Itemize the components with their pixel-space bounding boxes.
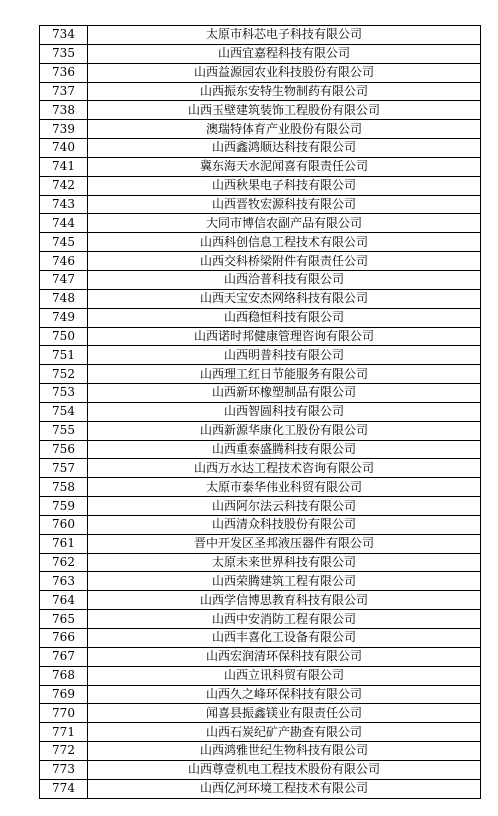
table-row	[40, 384, 481, 403]
company-name-cell: 山西新环橡塑制品有限公司	[88, 384, 481, 403]
row-number-cell: 737	[40, 82, 88, 101]
row-number-cell: 761	[40, 534, 88, 553]
company-name-cell: 山西鸿雅世纪生物科技有限公司	[88, 742, 481, 761]
company-name-cell: 山西新源华康化工股份有限公司	[88, 421, 481, 440]
table-row	[40, 157, 481, 176]
table-row	[40, 101, 481, 120]
company-name-cell: 闻喜县振鑫镁业有限责任公司	[88, 704, 481, 723]
row-number-cell: 758	[40, 478, 88, 497]
table-row	[40, 497, 481, 516]
table-row	[40, 214, 481, 233]
row-number-cell: 762	[40, 553, 88, 572]
row-number-cell: 748	[40, 289, 88, 308]
table-row	[40, 629, 481, 648]
row-number-cell: 743	[40, 195, 88, 214]
table-row	[40, 478, 481, 497]
row-number-cell: 736	[40, 63, 88, 82]
company-name-cell: 山西诺时邦健康管理咨询有限公司	[88, 327, 481, 346]
company-name-cell: 太原未来世界科技有限公司	[88, 553, 481, 572]
table-row	[40, 685, 481, 704]
row-number-cell: 744	[40, 214, 88, 233]
row-number-cell: 763	[40, 572, 88, 591]
row-number-cell: 739	[40, 120, 88, 139]
row-number-cell: 769	[40, 685, 88, 704]
company-name-cell: 山西丰喜化工设备有限公司	[88, 629, 481, 648]
table-body	[40, 26, 481, 799]
company-name-cell: 山西阿尔法云科技有限公司	[88, 497, 481, 516]
row-number-cell: 770	[40, 704, 88, 723]
row-number-cell: 773	[40, 760, 88, 779]
row-number-cell: 753	[40, 384, 88, 403]
table-row	[40, 402, 481, 421]
row-number-cell: 751	[40, 346, 88, 365]
company-name-cell: 太原市泰华伟业科贸有限公司	[88, 478, 481, 497]
table-row	[40, 760, 481, 779]
table-row	[40, 591, 481, 610]
company-name-cell: 冀东海天水泥闻喜有限责任公司	[88, 157, 481, 176]
row-number-cell: 767	[40, 647, 88, 666]
table-row	[40, 704, 481, 723]
table-row	[40, 63, 481, 82]
table-row	[40, 44, 481, 63]
company-name-cell: 山西交科桥梁附件有限责任公司	[88, 252, 481, 271]
company-name-cell: 山西振东安特生物制药有限公司	[88, 82, 481, 101]
row-number-cell: 765	[40, 610, 88, 629]
company-name-cell: 山西玉壁建筑装饰工程股份有限公司	[88, 101, 481, 120]
table-row	[40, 723, 481, 742]
company-name-cell: 山西立讯科贸有限公司	[88, 666, 481, 685]
table-row	[40, 610, 481, 629]
row-number-cell: 750	[40, 327, 88, 346]
company-name-cell: 澳瑞特体育产业股份有限公司	[88, 120, 481, 139]
table-row	[40, 252, 481, 271]
table-row	[40, 534, 481, 553]
row-number-cell: 734	[40, 26, 88, 45]
table-row	[40, 233, 481, 252]
company-name-cell: 山西明普科技有限公司	[88, 346, 481, 365]
table-row	[40, 120, 481, 139]
row-number-cell: 766	[40, 629, 88, 648]
table-row	[40, 572, 481, 591]
row-number-cell: 742	[40, 176, 88, 195]
company-name-cell: 山西理工红日节能服务有限公司	[88, 365, 481, 384]
row-number-cell: 756	[40, 440, 88, 459]
company-name-cell: 山西久之峰环保科技有限公司	[88, 685, 481, 704]
company-name-cell: 山西清众科技股份有限公司	[88, 515, 481, 534]
table-row	[40, 459, 481, 478]
company-name-cell: 山西石炭纪矿产勘查有限公司	[88, 723, 481, 742]
row-number-cell: 735	[40, 44, 88, 63]
row-number-cell: 757	[40, 459, 88, 478]
company-name-cell: 山西荣腾建筑工程有限公司	[88, 572, 481, 591]
row-number-cell: 738	[40, 101, 88, 120]
company-name-cell: 山西万水达工程技术咨询有限公司	[88, 459, 481, 478]
table-row	[40, 195, 481, 214]
company-name-cell: 山西宜嘉程科技有限公司	[88, 44, 481, 63]
row-number-cell: 759	[40, 497, 88, 516]
company-name-cell: 晋中开发区圣邦液压器件有限公司	[88, 534, 481, 553]
table-row	[40, 666, 481, 685]
table-row	[40, 308, 481, 327]
company-name-cell: 山西重泰盛腾科技有限公司	[88, 440, 481, 459]
row-number-cell: 741	[40, 157, 88, 176]
row-number-cell: 771	[40, 723, 88, 742]
company-name-cell: 山西稳恒科技有限公司	[88, 308, 481, 327]
table-row	[40, 26, 481, 45]
company-name-cell: 山西中安消防工程有限公司	[88, 610, 481, 629]
table-row	[40, 327, 481, 346]
table-row	[40, 742, 481, 761]
table-row	[40, 82, 481, 101]
table-row	[40, 346, 481, 365]
table-row	[40, 515, 481, 534]
table-row	[40, 421, 481, 440]
table-row	[40, 553, 481, 572]
company-name-cell: 山西宏润清环保科技有限公司	[88, 647, 481, 666]
row-number-cell: 755	[40, 421, 88, 440]
table-row	[40, 365, 481, 384]
table-row	[40, 270, 481, 289]
company-name-cell: 山西尊壹机电工程技术股份有限公司	[88, 760, 481, 779]
company-name-cell: 山西科创信息工程技术有限公司	[88, 233, 481, 252]
row-number-cell: 749	[40, 308, 88, 327]
company-name-cell: 太原市科芯电子科技有限公司	[88, 26, 481, 45]
row-number-cell: 772	[40, 742, 88, 761]
company-name-cell: 山西智圆科技有限公司	[88, 402, 481, 421]
company-name-cell: 山西晋牧宏源科技有限公司	[88, 195, 481, 214]
company-name-cell: 山西鑫鸿顺达科技有限公司	[88, 139, 481, 158]
row-number-cell: 754	[40, 402, 88, 421]
table-row	[40, 289, 481, 308]
row-number-cell: 747	[40, 270, 88, 289]
company-name-cell: 山西秋果电子科技有限公司	[88, 176, 481, 195]
row-number-cell: 740	[40, 139, 88, 158]
company-name-cell: 山西亿河环境工程技术有限公司	[88, 779, 481, 798]
row-number-cell: 764	[40, 591, 88, 610]
table-row	[40, 779, 481, 798]
company-name-cell: 山西益源园农业科技股份有限公司	[88, 63, 481, 82]
row-number-cell: 774	[40, 779, 88, 798]
table-row	[40, 176, 481, 195]
company-name-cell: 山西洽普科技有限公司	[88, 270, 481, 289]
company-list-table	[39, 25, 481, 799]
row-number-cell: 768	[40, 666, 88, 685]
company-name-cell: 山西学信博思教育科技有限公司	[88, 591, 481, 610]
row-number-cell: 752	[40, 365, 88, 384]
company-name-cell: 大同市博信农副产品有限公司	[88, 214, 481, 233]
row-number-cell: 746	[40, 252, 88, 271]
row-number-cell: 745	[40, 233, 88, 252]
row-number-cell: 760	[40, 515, 88, 534]
table-row	[40, 139, 481, 158]
table-row	[40, 440, 481, 459]
table-row	[40, 647, 481, 666]
company-name-cell: 山西天宝安杰网络科技有限公司	[88, 289, 481, 308]
